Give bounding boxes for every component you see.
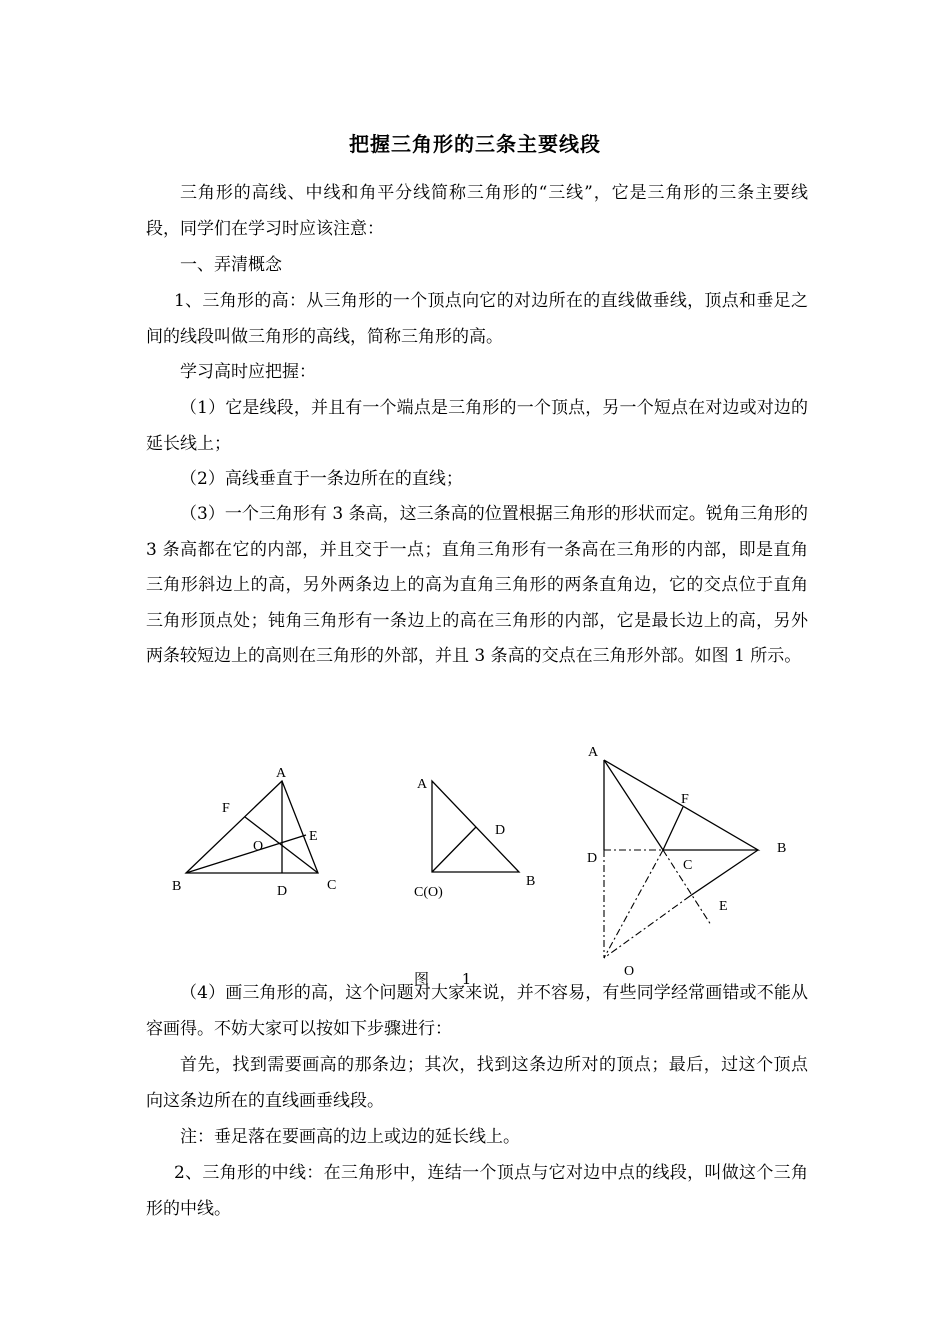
- paragraph-intro: 三角形的高线、中线和角平分线简称三角形的“三线”，它是三角形的三条主要线段，同学们在学习时应该注意：: [146, 183, 808, 239]
- label-acute-F: F: [222, 801, 230, 816]
- page-title: 把握三角形的三条主要线段: [349, 132, 601, 156]
- extension-BE-dashed: [604, 896, 690, 958]
- paragraph-steps: 首先，找到需要画高的那条边；其次，找到这条边所对的顶点；最后，过这个顶点向这条边所在的直线画垂线段。: [146, 1055, 808, 1111]
- obtuse-triangle-figure: [604, 760, 758, 896]
- paragraph-point-1: （1）它是线段，并且有一个端点是三角形的一个顶点，另一个短点在对边或对边的延长线上；: [146, 398, 808, 454]
- extension-AC-dashed: [663, 850, 711, 925]
- extension-CO-dashed: [604, 850, 663, 958]
- label-obtuse-E: E: [719, 899, 728, 914]
- paragraph-point-3: （3）一个三角形有 3 条高，这三条高的位置根据三角形的形状而定。锐角三角形的 3 条高都在它的内部，并且交于一点；直角三角形有一条高在三角形的内部，即是直角三角形斜边上的高，另外两条边上的高为直角三角形的两条直角边，它的交点位于直角三角形顶点处；钝角三角形有一条边上的高在三角形的内部，它是最长边上的高，另外两条较短边上的高则在三角形的外部，并且 3 条高的交点在三角形外部。如图 1 所示。: [146, 504, 808, 666]
- altitude-BE: [186, 835, 306, 873]
- altitude-CF: [663, 807, 683, 850]
- label-acute-C: C: [327, 878, 337, 893]
- label-obtuse-A: A: [588, 745, 599, 760]
- paragraph-point-2: （2）高线垂直于一条边所在的直线；: [180, 469, 463, 489]
- acute-triangle-figure: [186, 781, 318, 873]
- right-triangle-figure: [432, 781, 519, 872]
- label-acute-A: A: [276, 766, 287, 781]
- paragraph-note: 注：垂足落在要画高的边上或边的延长线上。: [180, 1127, 520, 1147]
- label-right-D: D: [495, 823, 506, 838]
- paragraph-median-definition: 2、三角形的中线：在三角形中，连结一个顶点与它对边中点的线段，叫做这个三角形的中线。: [146, 1163, 808, 1219]
- paragraph-altitude-key-points: 学习高时应把握：: [180, 362, 316, 382]
- label-acute-E: E: [309, 829, 318, 844]
- label-acute-O: O: [253, 839, 264, 854]
- label-right-B: B: [526, 874, 536, 889]
- label-obtuse-C: C: [683, 858, 693, 873]
- label-obtuse-O: O: [624, 964, 635, 979]
- paragraph-altitude-definition: 1、三角形的高：从三角形的一个顶点向它的对边所在的直线做垂线，顶点和垂足之间的线段叫做三角形的高线，简称三角形的高。: [146, 291, 808, 347]
- figure-caption: 图 1: [414, 970, 486, 988]
- paragraph-point-4: （4）画三角形的高，这个问题对大家来说，并不容易，有些同学经常画错或不能从容画得。不妨大家可以按如下步骤进行：: [146, 983, 808, 1039]
- label-right-A: A: [417, 777, 428, 792]
- section-heading-concepts: 一、弄清概念: [180, 255, 282, 275]
- label-acute-B: B: [172, 879, 182, 894]
- label-obtuse-B: B: [777, 841, 787, 856]
- label-acute-D: D: [277, 884, 288, 899]
- obtuse-triangle: [604, 760, 758, 850]
- altitude-CD: [432, 827, 476, 872]
- extension-BE: [690, 850, 758, 896]
- label-right-CO: C(O): [414, 885, 443, 900]
- label-obtuse-F: F: [681, 792, 689, 807]
- label-obtuse-D: D: [587, 851, 598, 866]
- altitude-CF: [245, 817, 318, 873]
- acute-triangle: [186, 781, 318, 873]
- right-triangle: [432, 781, 519, 872]
